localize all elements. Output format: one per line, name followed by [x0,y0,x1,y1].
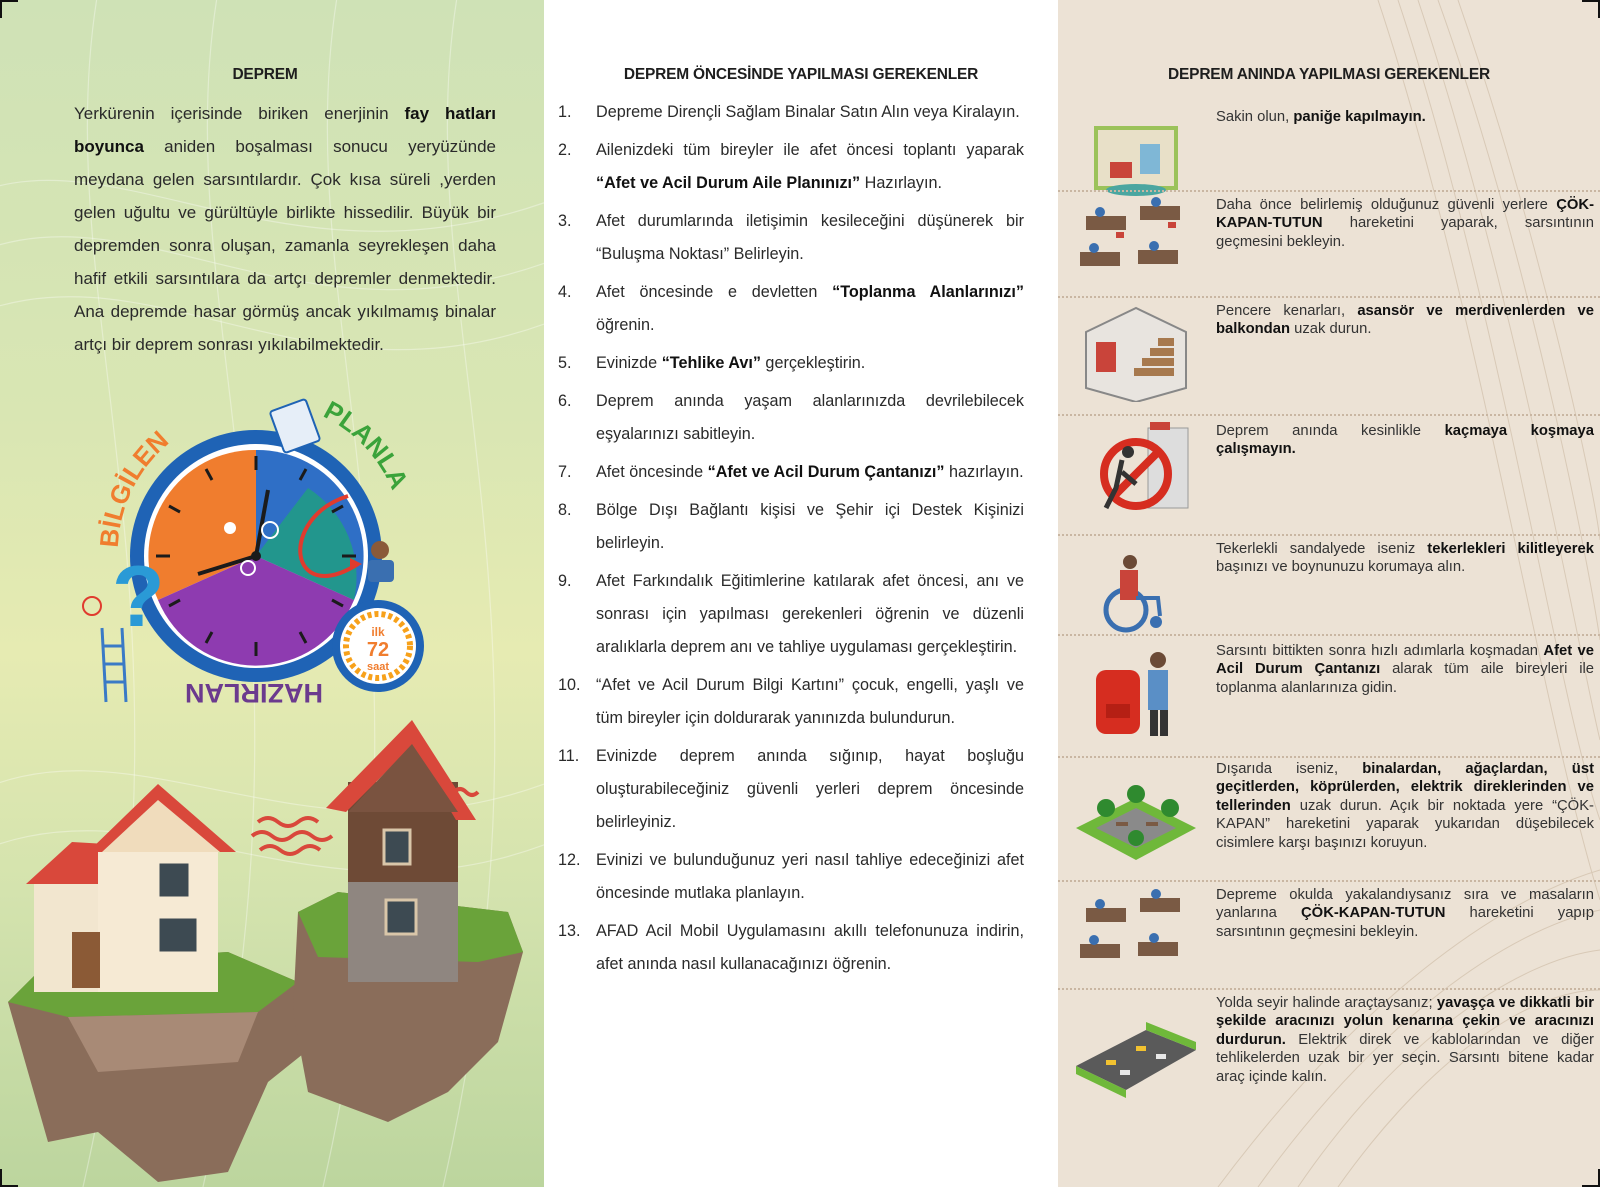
list-item-number: 9. [558,572,572,590]
deprem-description [74,97,496,361]
text-run: Pencere kenarları, [1216,303,1358,319]
list-item [544,494,1024,560]
text-run: Sarsıntı bittikten sonra hızlı adımlarla koşmadan [1216,643,1544,659]
list-item [544,456,1024,489]
action-text [1216,540,1594,577]
timer-top-label: ilk [371,625,385,639]
divider [1058,634,1600,636]
list-item [544,96,1024,129]
list-item-number: 12. [558,851,581,869]
divider [1058,190,1600,192]
text-run: “Afet ve Acil Durum Bilgi Kartını” çocuk, engelli, yaşlı ve tüm bireyler için doldurarak yanınızda bulundurun. [596,676,1024,727]
bold-text: asansör ve merdivenlerden ve balkondan [1216,303,1594,338]
preparedness-clock-illustration [78,398,438,718]
text-run: Ailenizdeki tüm bireyler ile afet öncesi toplantı yaparak [596,141,1024,159]
text-run: uzak durun. [1290,321,1372,338]
list-item-number: 3. [558,212,572,230]
list-item [544,347,1024,380]
lightbulb-icon [224,522,236,534]
text-run: hazırlayın. [944,463,1024,481]
text-run: Evinizde [596,354,662,372]
panel-deprem-oncesi [544,0,1058,1187]
text-run: Deprem anında kesinlikle [1216,423,1445,439]
list-item-number: 7. [558,463,572,481]
living-room-icon [1076,108,1196,208]
text-run: Depreme okulda yakalandıysanız sıra ve masaların yanlarına [1216,887,1594,922]
panel-title-aninda: DEPREM ANINDA YAPILMASI GEREKENLER [1168,66,1490,83]
list-item [544,385,1024,451]
bold-text: binalardan, ağaçlardan, üst geçitlerden, köprülerden, elektrik direklerinden ve tellerinden [1216,761,1594,814]
crop-mark [0,0,18,18]
action-text [1216,886,1594,941]
divider [1058,414,1600,416]
bold-text: “Afet ve Acil Durum Aile Planınızı” [596,174,861,192]
list-item [544,844,1024,910]
text-run: Afet Farkındalık Eğitimlerine katılarak afet öncesi, anı ve sonrası için yapılması gerekenleri öğrenin ve düzenli aralıklarla deprem anı ve tahliye uygulaması gerçekleştirin. [596,572,1024,656]
action-illustration [1076,196,1196,301]
bold-text: ÇÖK-KAPAN-TUTUN [1216,197,1594,232]
question-mark-icon: ? [112,549,165,645]
list-item [544,740,1024,839]
text-run: Elektrik direk ve kablolarından ve diğer tehlikelerden uzak bir yer seçin. Sarsıntı bitene kadar araç içinde kalın. [1216,1031,1594,1085]
word-bilgilen: BİLGİLEN [93,424,175,549]
text-run: Hazırlayın. [860,174,943,192]
text-run: Evinizde deprem anında sığınıp, hayat boşluğu oluşturabileceğiniz güvenli yerleri deprem öncesinde belirleyiniz. [596,747,1024,831]
action-text [1216,422,1594,459]
panel-deprem [0,0,544,1187]
list-item [544,669,1024,735]
action-illustration [1076,888,1196,993]
list-item-number: 8. [558,501,572,519]
action-text [1216,994,1594,1086]
crop-mark [0,1169,18,1187]
list-item [544,565,1024,664]
text-run: AFAD Acil Mobil Uygulamasını akıllı telefonunuza indirin, afet anında nasıl kullanacağınızı öğrenin. [596,922,1024,973]
emergency-bag-icon [1076,640,1196,740]
action-text [1216,108,1594,126]
text-run: Yerkürenin içerisinde biriken enerjinin [74,104,405,123]
action-illustration [1076,302,1196,407]
list-item-number: 2. [558,141,572,159]
panel-title-deprem: DEPREM [232,66,298,83]
no-running-icon [1076,418,1196,518]
bold-text: “Afet ve Acil Durum Çantanızı” [707,463,945,481]
action-illustration [1076,418,1196,523]
bold-text: Afet ve Acil Durum Çantanızı [1216,643,1594,678]
text-run: Depreme Dirençli Sağlam Binalar Satın Alın veya Kiralayın. [596,103,1020,121]
text-run: Sakin olun, [1216,109,1294,125]
divider [1058,880,1600,882]
action-illustration [1076,640,1196,745]
road-car-icon [1076,1010,1196,1110]
desk-cover-icon [1076,196,1196,296]
text-run: Evinizi ve bulunduğunuz yeri nasıl tahliye edeceğinizi afet öncesinde mutlaka planlayın. [596,851,1024,902]
crop-mark [1582,0,1600,18]
list-item-number: 1. [558,103,572,121]
bold-text: yavaşça ve dikkatli bir şekilde aracınızı yolun kenarına çekin ve aracınızı durdurun. [1216,995,1594,1048]
before-earthquake-list [544,96,1024,986]
timer-unit: saat [366,661,390,673]
text-run: Afet durumlarında iletişimin kesileceğini düşünerek bir “Buluşma Noktası” Belirleyin. [596,212,1024,263]
panel-title-oncesi: DEPREM ÖNCESİNDE YAPILMASI GEREKENLER [623,66,979,83]
text-run: öğrenin. [596,316,655,334]
text-run: Afet öncesinde [596,463,708,481]
text-run: uzak durun. Açık bir noktada yere “ÇÖK-KAPAN” hareketini yaparak yukarıdan düşebilecek cisimlere karşı başınızı koruyun. [1216,797,1594,851]
divider [1058,534,1600,536]
list-item [544,276,1024,342]
crop-mark [1582,1169,1600,1187]
divider [1058,756,1600,758]
text-run: Bölge Dışı Bağlantı kişisi ve Şehir içi Destek Kişinizi belirleyin. [596,501,1024,552]
bold-text: “Tehlike Avı” [661,354,761,372]
list-item [544,915,1024,981]
action-text [1216,302,1594,339]
panel-deprem-aninda [1058,0,1600,1187]
list-item-number: 4. [558,283,572,301]
bold-text: ÇÖK-KAPAN-TUTUN [1301,905,1446,922]
text-run: alarak tüm aile bireyleri ile toplanma alanlarınıza gidin. [1216,661,1594,696]
text-run: başınızı ve boynunuzu korumaya alın. [1216,559,1466,576]
action-text [1216,760,1594,852]
text-run: Deprem anında yaşam alanlarınızda devrilebilecek eşyalarınızı sabitleyin. [596,392,1024,443]
wheelchair-icon [1076,540,1196,640]
action-illustration [1076,1010,1196,1115]
text-run: gerçekleştirin. [760,354,866,372]
list-item-number: 13. [558,922,581,940]
action-illustration [1076,540,1196,645]
timer-number: 72 [366,639,390,661]
house-white [26,784,236,992]
school-desk-icon [1076,888,1196,988]
word-hazirlan: HAZIRLAN [185,678,323,708]
house-brown [326,720,476,982]
person-icon [371,541,389,559]
bold-text: tekerlekleri kilitleyerek [1427,541,1594,557]
list-item-number: 5. [558,354,572,372]
text-run: Afet öncesinde e devletten [596,283,833,301]
word-planla: PLANLA [319,398,415,494]
bold-text: kaçmaya koşmaya çalışmayın. [1216,423,1594,458]
divider [1058,988,1600,990]
action-illustration [1076,768,1196,873]
bold-text: fay hatları boyunca [74,104,496,156]
list-item-number: 6. [558,392,572,410]
text-run: Daha önce belirlemiş olduğunuz güvenli yerlere [1216,197,1557,213]
text-run: hareketini yapıp sarsıntının geçmesini bekleyin. [1216,905,1594,940]
action-text [1216,196,1594,251]
list-item-number: 11. [558,747,580,765]
divider [1058,296,1600,298]
text-run: Yolda seyir halinde araçtaysanız; [1216,995,1437,1011]
stairs-room-icon [1076,302,1196,402]
park-icon [1076,768,1196,868]
text-run: Tekerlekli sandalyede iseniz [1216,541,1428,557]
bold-text: “Toplanma Alanlarınızı” [832,283,1024,301]
list-item [544,134,1024,200]
damaged-houses-illustration [8,712,528,1182]
list-item-number: 10. [558,676,581,694]
list-item [544,205,1024,271]
text-run: aniden boşalması sonucu yeryüzünde meydana gelen sarsıntılardır. Çok kısa süreli ,yerden gelen uğultu ve gürültüyle birlikte hissedilir. Büyük bir depremden sonra oluşan, zamanla seyrekleşen daha hafif etkili sarsıntılara da artçı depremler denmektedir. Ana depremde hasar görmüş ancak yıkılmamış binalar artçı bir deprem sonrası yıkılabilmektedir. [74,137,496,354]
text-run: Dışarıda iseniz, [1216,761,1363,777]
bold-text: paniğe kapılmayın. [1293,109,1426,125]
action-text [1216,642,1594,697]
text-run: hareketini yaparak, sarsıntının geçmesini bekleyin. [1216,215,1594,250]
